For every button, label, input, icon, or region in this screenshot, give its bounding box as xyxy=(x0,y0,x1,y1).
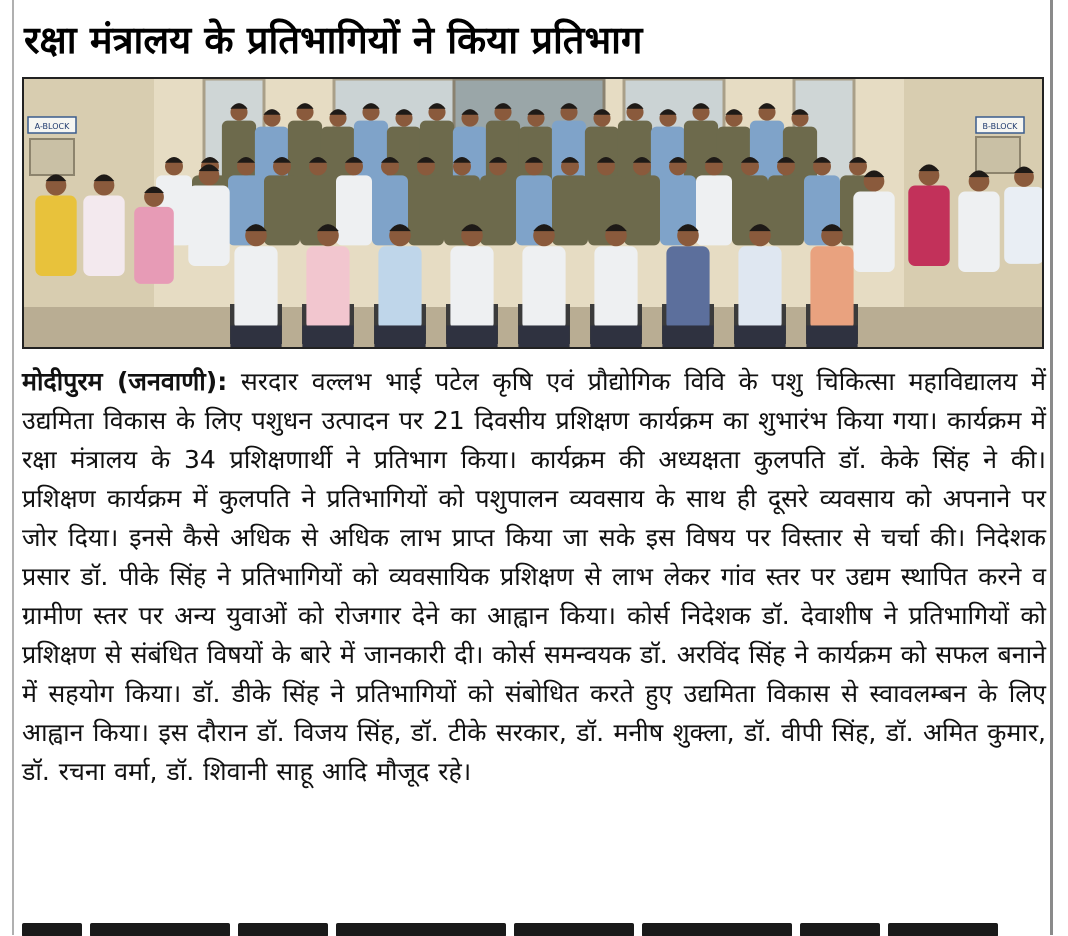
person-torso xyxy=(552,175,588,245)
person-legs xyxy=(518,325,569,347)
person-torso xyxy=(408,175,444,245)
article-text: सरदार वल्लभ भाई पटेल कृषि एवं प्रौद्योगिक विवि के पशु चिकित्सा महाविद्यालय में उद्यमिता विकास के लिए पशुधन उत्पादन पर 21 दिवसीय प्रशिक्षण कार्यक्रम का शुभारंभ किया गया। कार्यक्रम में रक्षा मंत्रालय के 34 प्रशिक्षणार्थी ने प्रतिभाग किया। कार्यक्रम की अध्यक्षता कुलपति डॉ. केके सिंह ने की। प्रशिक्षण कार्यक्रम में कुलपति ने प्रतिभागियों को पशुपालन व्यवसाय के साथ ही दूसरे व्यवसाय को अपनाने पर जोर दिया। इनसे कैसे अधिक से अधिक लाभ प्राप्त किया जा सके इस विषय पर विस्तार से चर्चा की। निदेशक प्रसार डॉ. पीके सिंह ने प्रतिभागियों को व्यवसायिक प्रशिक्षण से लाभ लेकर गांव स्तर पर उद्यम स्थापित करने व ग्रामीण स्तर पर अन्य युवाओं को रोजगार देने का आह्वान किया। कोर्स निदेशक डॉ. देवाशीष ने प्रतिभागियों को प्रशिक्षण से संबंधित विषयों के बारे में जानकारी दी। कोर्स समन्वयक डॉ. अरविंद सिंह ने कार्यक्रम को सफल बनाने में सहयोग किया। डॉ. डीके सिंह ने प्रतिभागियों को संबोधित करते हुए उद्यमिता विकास से स्वावलम्बन के लिए आह्वान किया। इस दौरान डॉ. विजय सिंह, डॉ. टीके सरकार, डॉ. मनीष शुक्ला, डॉ. वीपी सिंह, डॉ. अमित कुमार, डॉ. रचना वर्मा, डॉ. शिवानी साहू आदि मौजूद रहे। xyxy=(22,367,1046,786)
person-torso xyxy=(83,196,124,277)
person-torso xyxy=(738,246,781,330)
group-photo xyxy=(22,77,1044,349)
notice-board-left xyxy=(30,139,74,175)
person-torso xyxy=(378,246,421,330)
person-torso xyxy=(624,175,660,245)
person-torso xyxy=(853,192,894,273)
person-torso xyxy=(666,246,709,330)
notice-board-right xyxy=(976,137,1020,173)
column-rule-left xyxy=(12,0,14,935)
person-legs xyxy=(734,325,785,347)
person-torso xyxy=(480,175,516,245)
dateline: मोदीपुरम (जनवाणी): xyxy=(22,367,228,396)
person-torso xyxy=(522,246,565,330)
person-torso xyxy=(234,246,277,330)
person-torso xyxy=(450,246,493,330)
person-legs xyxy=(806,325,857,347)
sign-a-block-text: A-BLOCK xyxy=(34,122,70,131)
person-legs xyxy=(230,325,281,347)
person-legs xyxy=(590,325,641,347)
person-torso xyxy=(188,186,229,267)
person-torso xyxy=(958,192,999,273)
person-torso xyxy=(336,175,372,245)
sign-b-block-text: B-BLOCK xyxy=(982,122,1018,131)
group-photo-illustration xyxy=(24,79,1042,347)
headline: रक्षा मंत्रालय के प्रतिभागियों ने किया प्रतिभाग xyxy=(24,18,643,62)
person-legs xyxy=(374,325,425,347)
person-torso xyxy=(1004,187,1042,264)
person-torso xyxy=(810,246,853,330)
person-legs xyxy=(302,325,353,347)
person-torso xyxy=(134,207,174,284)
person-torso xyxy=(768,175,804,245)
article-body xyxy=(22,362,1046,791)
column-rule-right xyxy=(1050,0,1053,935)
cut-off-next-article-line xyxy=(22,922,1046,936)
person-torso xyxy=(35,196,76,277)
person-torso xyxy=(306,246,349,330)
person-torso xyxy=(908,186,949,267)
person-torso xyxy=(264,175,300,245)
person-torso xyxy=(696,175,732,245)
person-torso xyxy=(594,246,637,330)
person-legs xyxy=(662,325,713,347)
person-legs xyxy=(446,325,497,347)
